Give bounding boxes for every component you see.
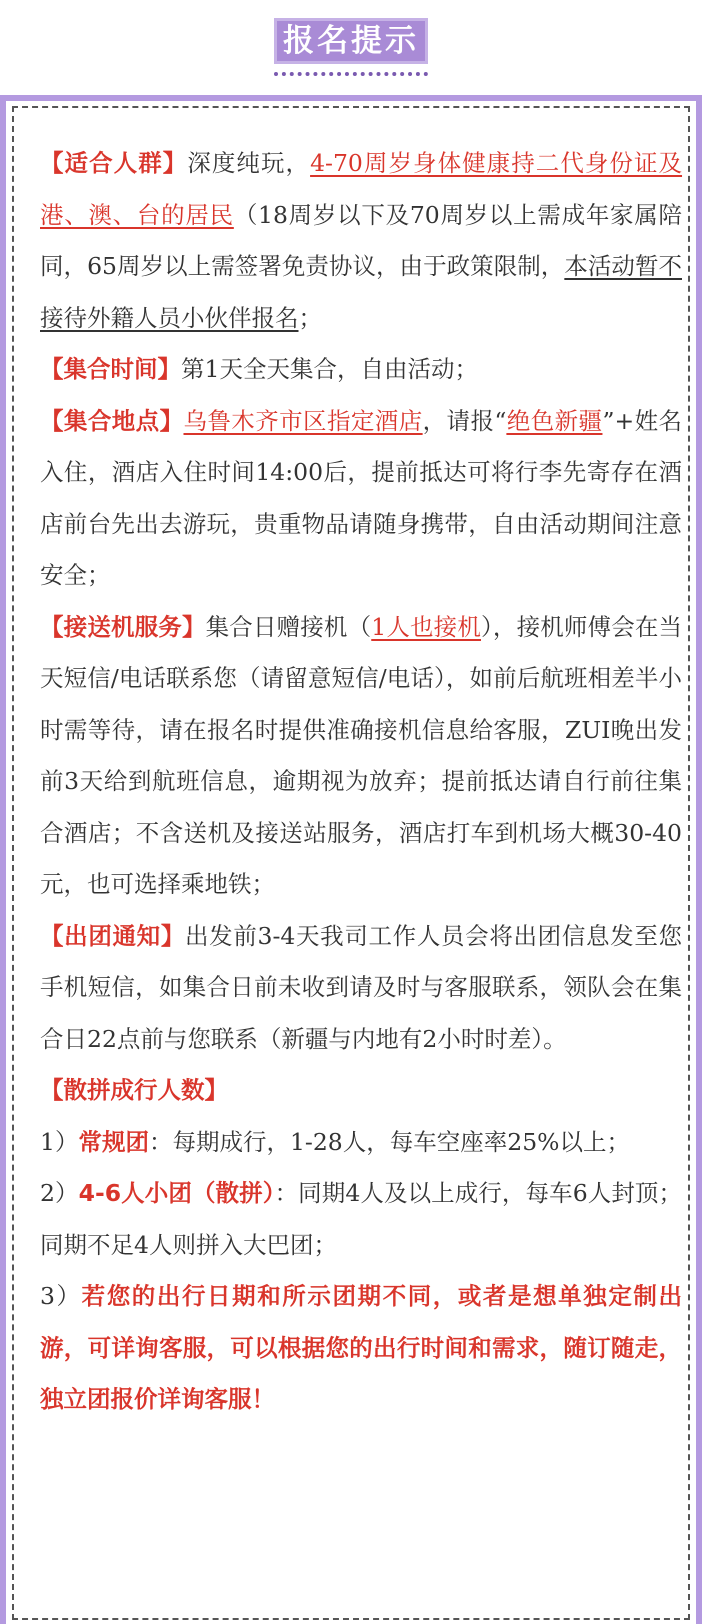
section-text: 第1天全天集合，自由活动； xyxy=(181,355,478,383)
list-item xyxy=(40,1117,682,1169)
underlined-text: 本活动暂不接待外籍人员小伙伴报名 xyxy=(40,252,682,332)
page-title: 报名提示 xyxy=(274,18,428,64)
header xyxy=(0,0,702,92)
title-dotted-underline xyxy=(274,72,428,76)
section-text: ），接机师傅会在当天短信/电话联系您（请留意短信/电话），如前后航班相差半小时需等待，请在报名时提供准确接机信息给客服，ZUI晚出发前3天给到航班信息，逾期视为放弃；提前抵达请自行前往集合酒店；不含送机及接送站服务，酒店打车到机场大概30-40元，也可选择乘地铁； xyxy=(40,612,683,898)
section-meet-time xyxy=(40,344,682,396)
item-number: 2） xyxy=(40,1179,79,1207)
section-text: ：每期成行，1-28人，每车空座率25%以上； xyxy=(148,1127,630,1156)
highlight-text: 4-70周岁身体健康持二代身份证及港、澳、台的居民 xyxy=(40,149,683,229)
section-tag: 【适合人群】 xyxy=(40,149,188,177)
highlight-text: 乌鲁木齐市区指定酒店 xyxy=(183,406,423,435)
section-group-size xyxy=(40,1065,682,1117)
section-text: 深度纯玩， xyxy=(187,149,311,177)
section-notice xyxy=(40,911,682,1066)
highlight-text: 若您的出行日期和所示团期不同，或者是想单独定制出游，可详询客服，可以根据您的出行时间和需求，随订随走，独立团报价详询客服！ xyxy=(40,1282,683,1413)
section-text: （18周岁以下及70周岁以上需成年家属陪同，65周岁以上需签署免责协议，由于政策限制， xyxy=(40,200,683,280)
item-number: 3） xyxy=(40,1282,82,1310)
section-text: ； xyxy=(298,303,322,332)
highlight-text: 绝色新疆 xyxy=(506,406,603,435)
highlight-text: 常规团 xyxy=(78,1127,149,1156)
section-tag: 【散拼成行人数】 xyxy=(40,1076,228,1104)
section-tag: 【集合地点】 xyxy=(40,406,184,435)
section-tag: 【出团通知】 xyxy=(40,921,185,950)
section-text: ：同期4人及以上成行，每车6人封顶；同期不足4人则拼入大巴团； xyxy=(40,1179,683,1259)
section-transfer xyxy=(40,602,682,911)
info-panel xyxy=(0,95,702,1624)
section-text: ，请报“ xyxy=(422,406,507,435)
list-item xyxy=(40,1271,682,1426)
notice-content xyxy=(40,138,682,1426)
highlight-text: 4-6人小团（散拼） xyxy=(78,1179,275,1207)
section-meet-place xyxy=(40,396,682,602)
section-target-group xyxy=(40,138,682,344)
section-text: 集合日赠接机（ xyxy=(205,612,372,641)
section-text: ”+姓名入住，酒店入住时间14:00后，提前抵达可将行李先寄存在酒店前台先出去游玩，贵重物品请随身携带，自由活动期间注意安全； xyxy=(40,406,683,589)
section-tag: 【接送机服务】 xyxy=(40,612,206,641)
highlight-text: 1人也接机 xyxy=(371,612,481,641)
list-item xyxy=(40,1168,682,1271)
section-text: 出发前3-4天我司工作人员会将出团信息发至您手机短信，如集合日前未收到请及时与客服联系，领队会在集合日22点前与您联系（新疆与内地有2小时时差）。 xyxy=(40,921,683,1053)
item-number: 1） xyxy=(40,1127,79,1156)
dashed-frame xyxy=(12,106,690,1620)
section-tag: 【集合时间】 xyxy=(40,355,181,383)
